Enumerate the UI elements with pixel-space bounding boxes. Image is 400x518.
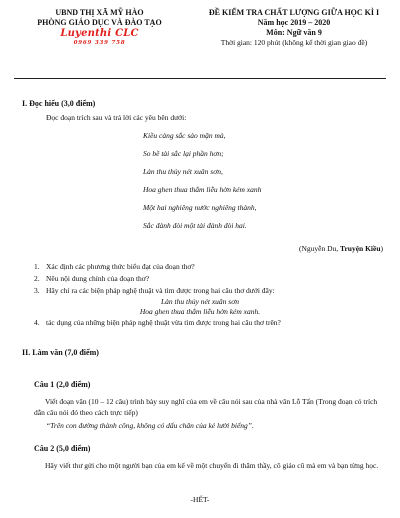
- end-mark: -HẾT-: [190, 495, 210, 504]
- duration: Thời gian: 120 phút (không kể thời gian giao đề): [220, 38, 368, 47]
- subject: Môn: Ngữ văn 9: [266, 28, 322, 37]
- exam-title: ĐỀ KIỂM TRA CHẤT LƯỢNG GIỮA HỌC KÌ I: [208, 8, 380, 17]
- poem-line: Một hai nghiêng nước nghiêng thành,: [143, 203, 257, 212]
- brand-phone: 0969 339 758: [73, 40, 126, 46]
- district-name: UBND THỊ XÃ MỸ HÀO: [55, 8, 144, 17]
- document-header: [0, 8, 400, 68]
- poem-line: So bề tài sắc lại phần hơn;: [143, 149, 224, 158]
- quoted-line: Hoa ghen thua thắm liễu hờn kém xanh.: [139, 307, 261, 316]
- citation: (Nguyễn Du, Truyện Kiều): [298, 244, 383, 253]
- part1-heading: I. Đọc hiểu (3,0 điểm): [22, 99, 96, 108]
- citation-title: Truyện Kiều: [340, 244, 381, 253]
- poem-line: Hoa ghen thua thắm liễu hờn kém xanh: [143, 185, 262, 194]
- department-name: PHÒNG GIÁO DỤC VÀ ĐÀO TẠO: [37, 18, 162, 27]
- question-item: 1. Xác định các phương thức biểu đạt của đoạn thơ?: [34, 262, 195, 271]
- question2-heading: Câu 2 (5,0 điểm): [34, 444, 91, 453]
- poem-line: Kiều càng sắc sảo mặn mà,: [143, 131, 226, 140]
- question-item: 3. Hãy chỉ ra các biện pháp nghệ thuật và tìm được trong hai câu thơ dưới đây:: [34, 286, 275, 295]
- part2-heading: II. Làm văn (7,0 điểm): [22, 348, 99, 357]
- header-divider: [14, 78, 386, 79]
- question1-text: Viết đoạn văn (10 – 12 câu) trình bày suy nghĩ của em về câu nói sau của nhà văn Lỗ Tấn (Trong đoạn có trích dẫn câu nói đó theo cách trực tiếp): [34, 397, 378, 417]
- poem-line: Sắc đành đòi một tài đành đòi hai.: [143, 221, 247, 230]
- question-item: 4. tác dụng của những biện pháp nghệ thuật vừa tìm được trong hai câu thơ trên?: [34, 318, 281, 327]
- question-item: 2. Nêu nội dung chính của đoạn thơ?: [34, 274, 150, 283]
- question2-text: Hãy viết thư gửi cho một người bạn của em kể về một chuyến đi thăm thầy, cô giáo cũ mà em và bạn từng học.: [45, 461, 379, 470]
- quoted-line: Làn thu thủy nét xuân sơn: [161, 297, 239, 306]
- poem-line: Làn thu thủy nét xuân sơn,: [143, 167, 223, 176]
- part1-instruction: Đọc đoạn trích sau và trả lời các yêu bên dưới:: [46, 113, 187, 122]
- school-year: Năm học 2019 – 2020: [257, 18, 331, 27]
- question1-quote: “Trên con đường thành công, không có dấu chân của kẻ lười biếng”.: [46, 421, 254, 430]
- question1-heading: Câu 1 (2,0 điểm): [34, 380, 91, 389]
- brand-watermark: Luyenthi CLC: [60, 28, 139, 39]
